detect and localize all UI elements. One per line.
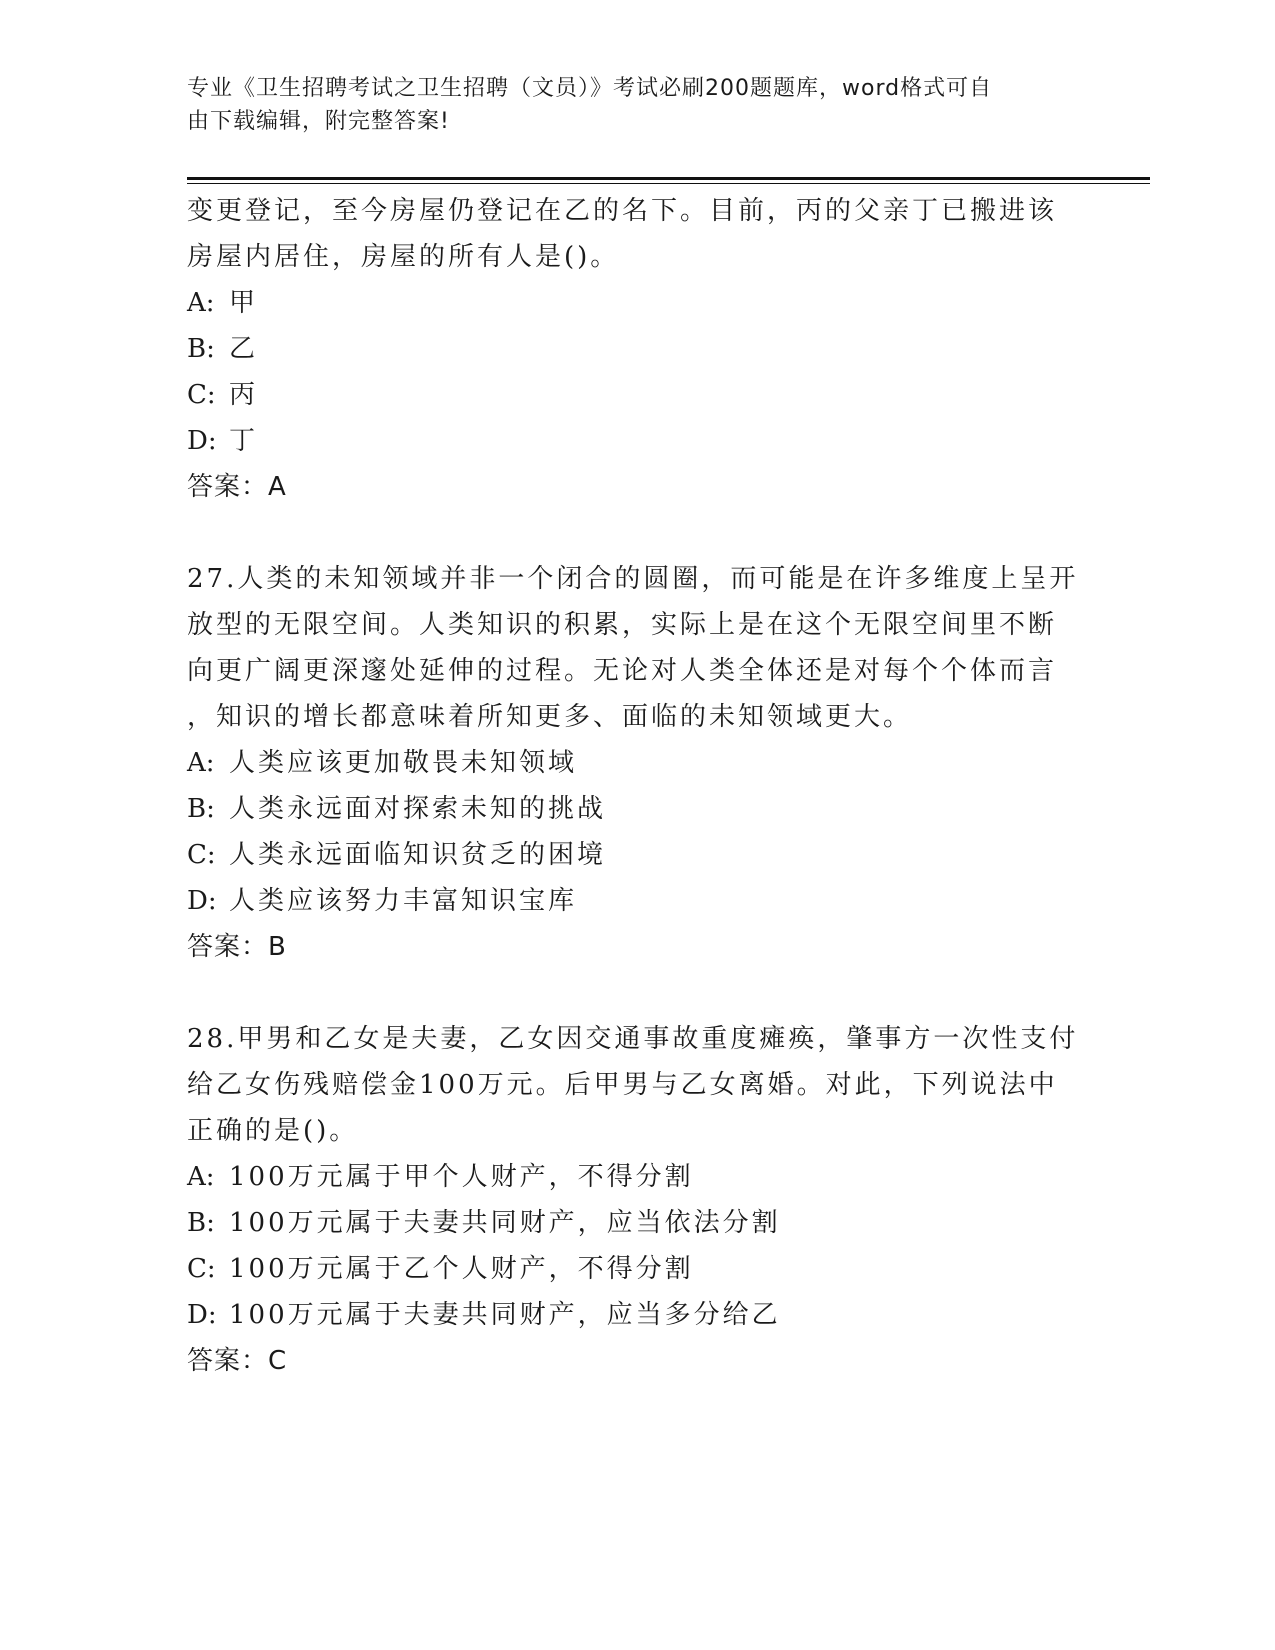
option-key: A: (187, 288, 215, 318)
option-text: 100万元属于甲个人财产，不得分割 (229, 1162, 694, 1192)
answer-line: 答案：B (187, 932, 287, 962)
option-c (187, 832, 1087, 878)
option-key: D: (187, 1300, 217, 1330)
option-key: C: (187, 840, 216, 870)
question-text-line: 给乙女伤残赔偿金100万元。后甲男与乙女离婚。对此，下列说法中 (187, 1070, 1058, 1100)
question-spacer (187, 970, 1087, 1016)
header-line-1: 专业《卫生招聘考试之卫生招聘（文员）》考试必刷200题题库，word格式可自 (187, 76, 993, 101)
option-key: A: (187, 748, 215, 778)
question-text-line: ，知识的增长都意味着所知更多、面临的未知领域更大。 (187, 702, 913, 732)
option-b (187, 326, 1087, 372)
option-text: 丙 (229, 380, 259, 410)
option-key: D: (187, 886, 217, 916)
option-key: B: (187, 1208, 215, 1238)
question-28 (187, 1016, 1087, 1384)
header-rule-thin (187, 183, 1150, 184)
option-d (187, 418, 1087, 464)
question-text-line: 变更登记，至今房屋仍登记在乙的名下。目前，丙的父亲丁已搬进该 (187, 196, 1058, 226)
question-text-line: 27.人类的未知领域并非一个闭合的圆圈，而可能是在许多维度上呈开 (187, 564, 1079, 594)
option-text: 人类永远面临知识贫乏的困境 (229, 840, 607, 870)
option-text: 丁 (229, 426, 259, 456)
option-text: 100万元属于夫妻共同财产，应当多分给乙 (229, 1300, 781, 1330)
option-key: D: (187, 426, 217, 456)
option-text: 100万元属于夫妻共同财产，应当依法分割 (229, 1208, 781, 1238)
option-key: A: (187, 1162, 215, 1192)
question-text-line: 房屋内居住，房屋的所有人是()。 (187, 242, 620, 272)
option-text: 人类应该努力丰富知识宝库 (229, 886, 578, 916)
option-key: B: (187, 794, 215, 824)
answer-line: 答案：C (187, 1346, 288, 1376)
option-text: 乙 (229, 334, 259, 364)
header-rule-thick (187, 177, 1150, 180)
option-a (187, 1154, 1087, 1200)
option-key: B: (187, 334, 215, 364)
option-text: 人类永远面对探索未知的挑战 (229, 794, 607, 824)
option-text: 人类应该更加敬畏未知领域 (229, 748, 578, 778)
question-text-line: 向更广阔更深邃处延伸的过程。无论对人类全体还是对每个个体而言 (187, 656, 1058, 686)
option-a (187, 280, 1087, 326)
option-c (187, 1246, 1087, 1292)
option-text: 甲 (229, 288, 259, 318)
option-text: 100万元属于乙个人财产，不得分割 (229, 1254, 694, 1284)
question-text-line: 28.甲男和乙女是夫妻，乙女因交通事故重度瘫痪，肇事方一次性支付 (187, 1024, 1079, 1054)
option-d (187, 1292, 1087, 1338)
answer-line: 答案：A (187, 472, 287, 502)
header-line-2: 由下载编辑，附完整答案! (187, 109, 450, 134)
question-26 (187, 188, 1087, 510)
option-b (187, 1200, 1087, 1246)
question-text-line: 放型的无限空间。人类知识的积累，实际上是在这个无限空间里不断 (187, 610, 1058, 640)
question-content (187, 188, 1087, 1384)
question-text-line: 正确的是()。 (187, 1116, 359, 1146)
option-d (187, 878, 1087, 924)
option-key: C: (187, 380, 216, 410)
option-b (187, 786, 1087, 832)
option-key: C: (187, 1254, 216, 1284)
question-27 (187, 556, 1087, 970)
option-a (187, 740, 1087, 786)
question-spacer (187, 510, 1087, 556)
document-header (187, 72, 1067, 138)
option-c (187, 372, 1087, 418)
